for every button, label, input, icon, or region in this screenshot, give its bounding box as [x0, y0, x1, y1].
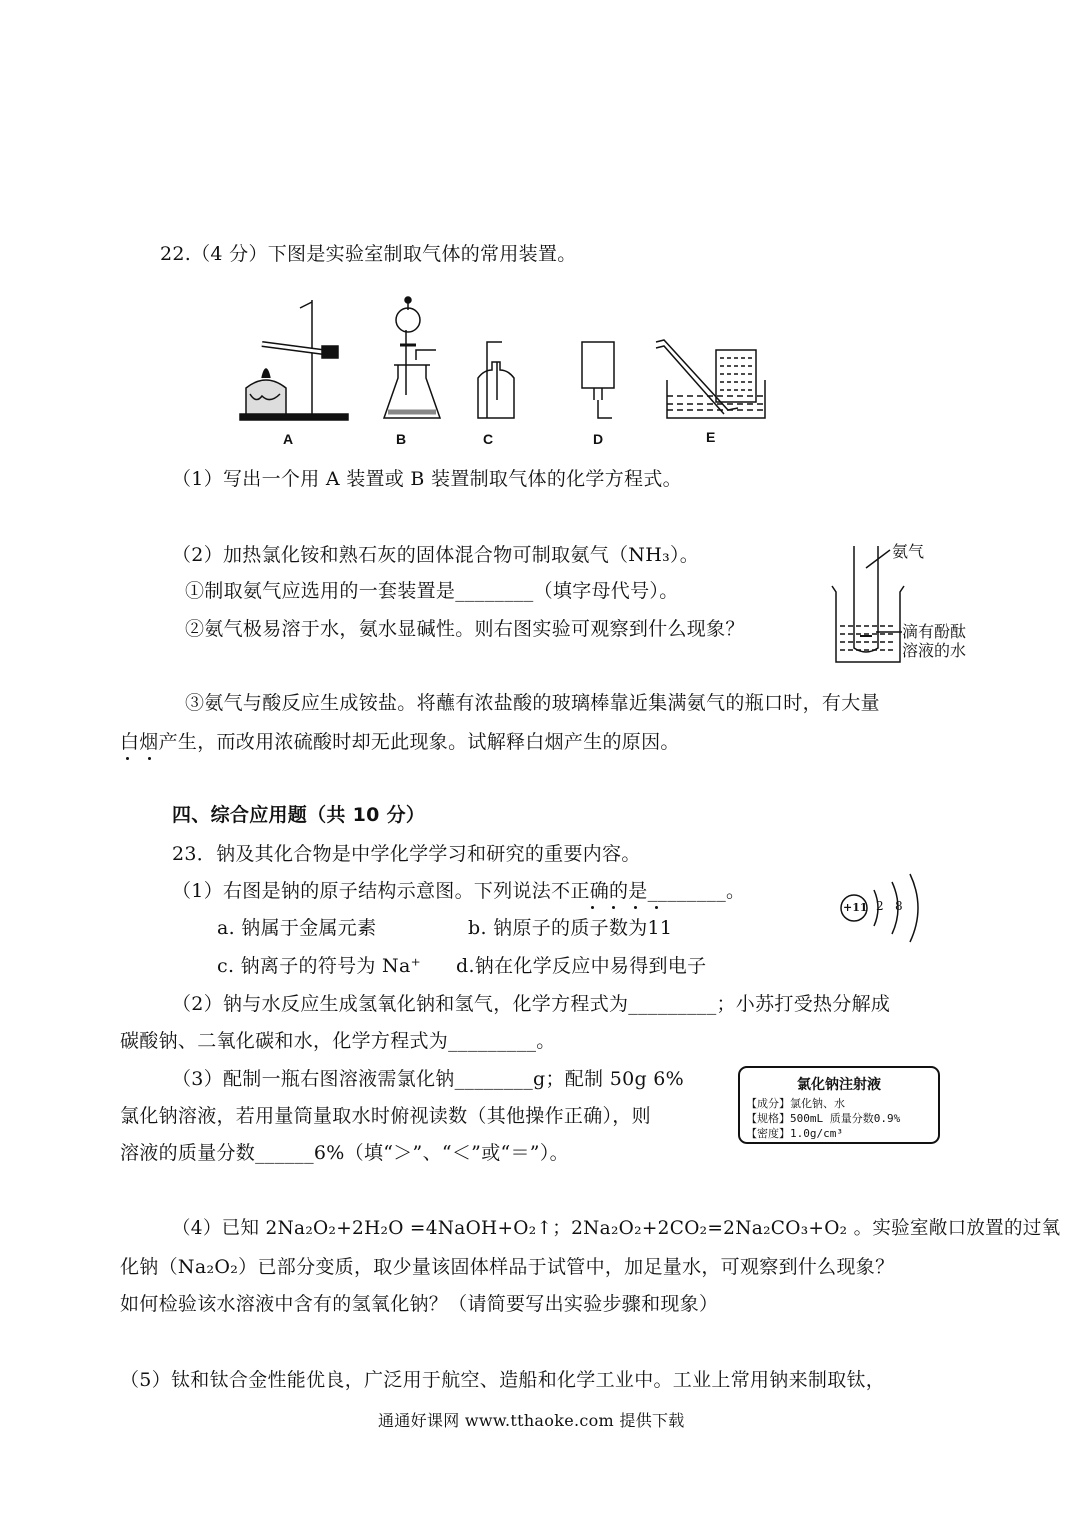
- q23-part3c: 溶液的质量分数______6%（填“＞”、“＜”或“＝”）。: [120, 1142, 569, 1164]
- q23-part2a: （2）钠与水反应生成氢氧化钠和氢气，化学方程式为_________；小苏打受热分解成: [172, 993, 891, 1015]
- fig-water-label-2: 溶液的水: [902, 641, 967, 660]
- q22-heading: 22.（4 分）下图是实验室制取气体的常用装置。: [160, 243, 577, 265]
- label-e: E: [706, 429, 716, 445]
- label-d: D: [593, 431, 604, 447]
- q22-part2-2: ②氨气极易溶于水，氨水显碱性。则右图实验可观察到什么现象？: [185, 618, 745, 640]
- fig-water-label-1: 滴有酚酞: [902, 622, 967, 641]
- q23-option-d: d.钠在化学反应中易得到电子: [456, 955, 707, 977]
- section4-title: 四、综合应用题（共 10 分）: [172, 804, 426, 826]
- atom-nucleus: +11: [843, 901, 868, 914]
- saline-label-spec: 【规格】500mL 质量分数0.9%: [746, 1112, 901, 1125]
- q23-part4c: 如何检验该水溶液中含有的氢氧化钠？（请简要写出实验步骤和现象）: [120, 1293, 719, 1315]
- saline-label-density: 【密度】1.0g/cm³: [746, 1127, 843, 1140]
- atom-shell-2: 8: [895, 899, 903, 913]
- q22-part2-3b: 白烟产生，而改用浓硫酸时却无此现象。试解释白烟产生的原因。: [120, 731, 680, 753]
- q23-option-c: c. 钠离子的符号为 Na⁺: [217, 955, 421, 977]
- q23-part1: （1）右图是钠的原子结构示意图。下列说法不正确的是________。: [172, 880, 746, 902]
- q23-part5: （5）钛和钛合金性能优良，广泛用于航空、造船和化学工业中。工业上常用钠来制取钛，: [120, 1369, 886, 1391]
- q23-option-b: b. 钠原子的质子数为11: [468, 917, 673, 939]
- label-a: A: [283, 431, 294, 447]
- atom-shell-1: 2: [876, 899, 884, 913]
- q23-part3b: 氯化钠溶液，若用量筒量取水时俯视读数（其他操作正确），则: [120, 1105, 651, 1127]
- saline-label: [738, 1066, 940, 1144]
- q22-part2-3a: ③氨气与酸反应生成铵盐。将蘸有浓盐酸的玻璃棒靠近集满氨气的瓶口时，有大量: [185, 692, 880, 714]
- fig-gas-label: 氨气: [892, 542, 925, 561]
- saline-label-title: 氯化钠注射液: [797, 1077, 881, 1093]
- q22-part1: （1）写出一个用 A 装置或 B 装置制取气体的化学方程式。: [172, 468, 682, 490]
- q23-part4b: 化钠（Na₂O₂）已部分变质，取少量该固体样品于试管中，加足量水，可观察到什么现象？: [120, 1256, 895, 1278]
- q23-part4a: （4）已知 2Na₂O₂+2H₂O =4NaOH+O₂↑；2Na₂O₂+2CO₂=2Na₂CO₃+O₂ 。实验室敞口放置的过氧: [172, 1218, 1061, 1239]
- saline-label-composition: 【成分】氯化钠、水: [746, 1097, 845, 1110]
- q23-option-a: a. 钠属于金属元素: [217, 917, 377, 939]
- q22-part2-1: ①制取氨气应选用的一套装置是________（填字母代号）。: [185, 580, 679, 602]
- q23-part3a: （3）配制一瓶右图溶液需氯化钠________g；配制 50g 6%: [172, 1068, 685, 1090]
- q22-part2: （2）加热氯化铵和熟石灰的固体混合物可制取氨气（NH₃）。: [172, 544, 700, 566]
- label-b: B: [396, 431, 407, 447]
- q23-part2b: 碳酸钠、二氧化碳和水，化学方程式为_________。: [120, 1030, 556, 1052]
- q23-heading: 23．钠及其化合物是中学化学学习和研究的重要内容。: [172, 843, 641, 865]
- page-footer: 通通好课网 www.tthaoke.com 提供下载: [378, 1411, 685, 1430]
- label-c: C: [483, 431, 494, 447]
